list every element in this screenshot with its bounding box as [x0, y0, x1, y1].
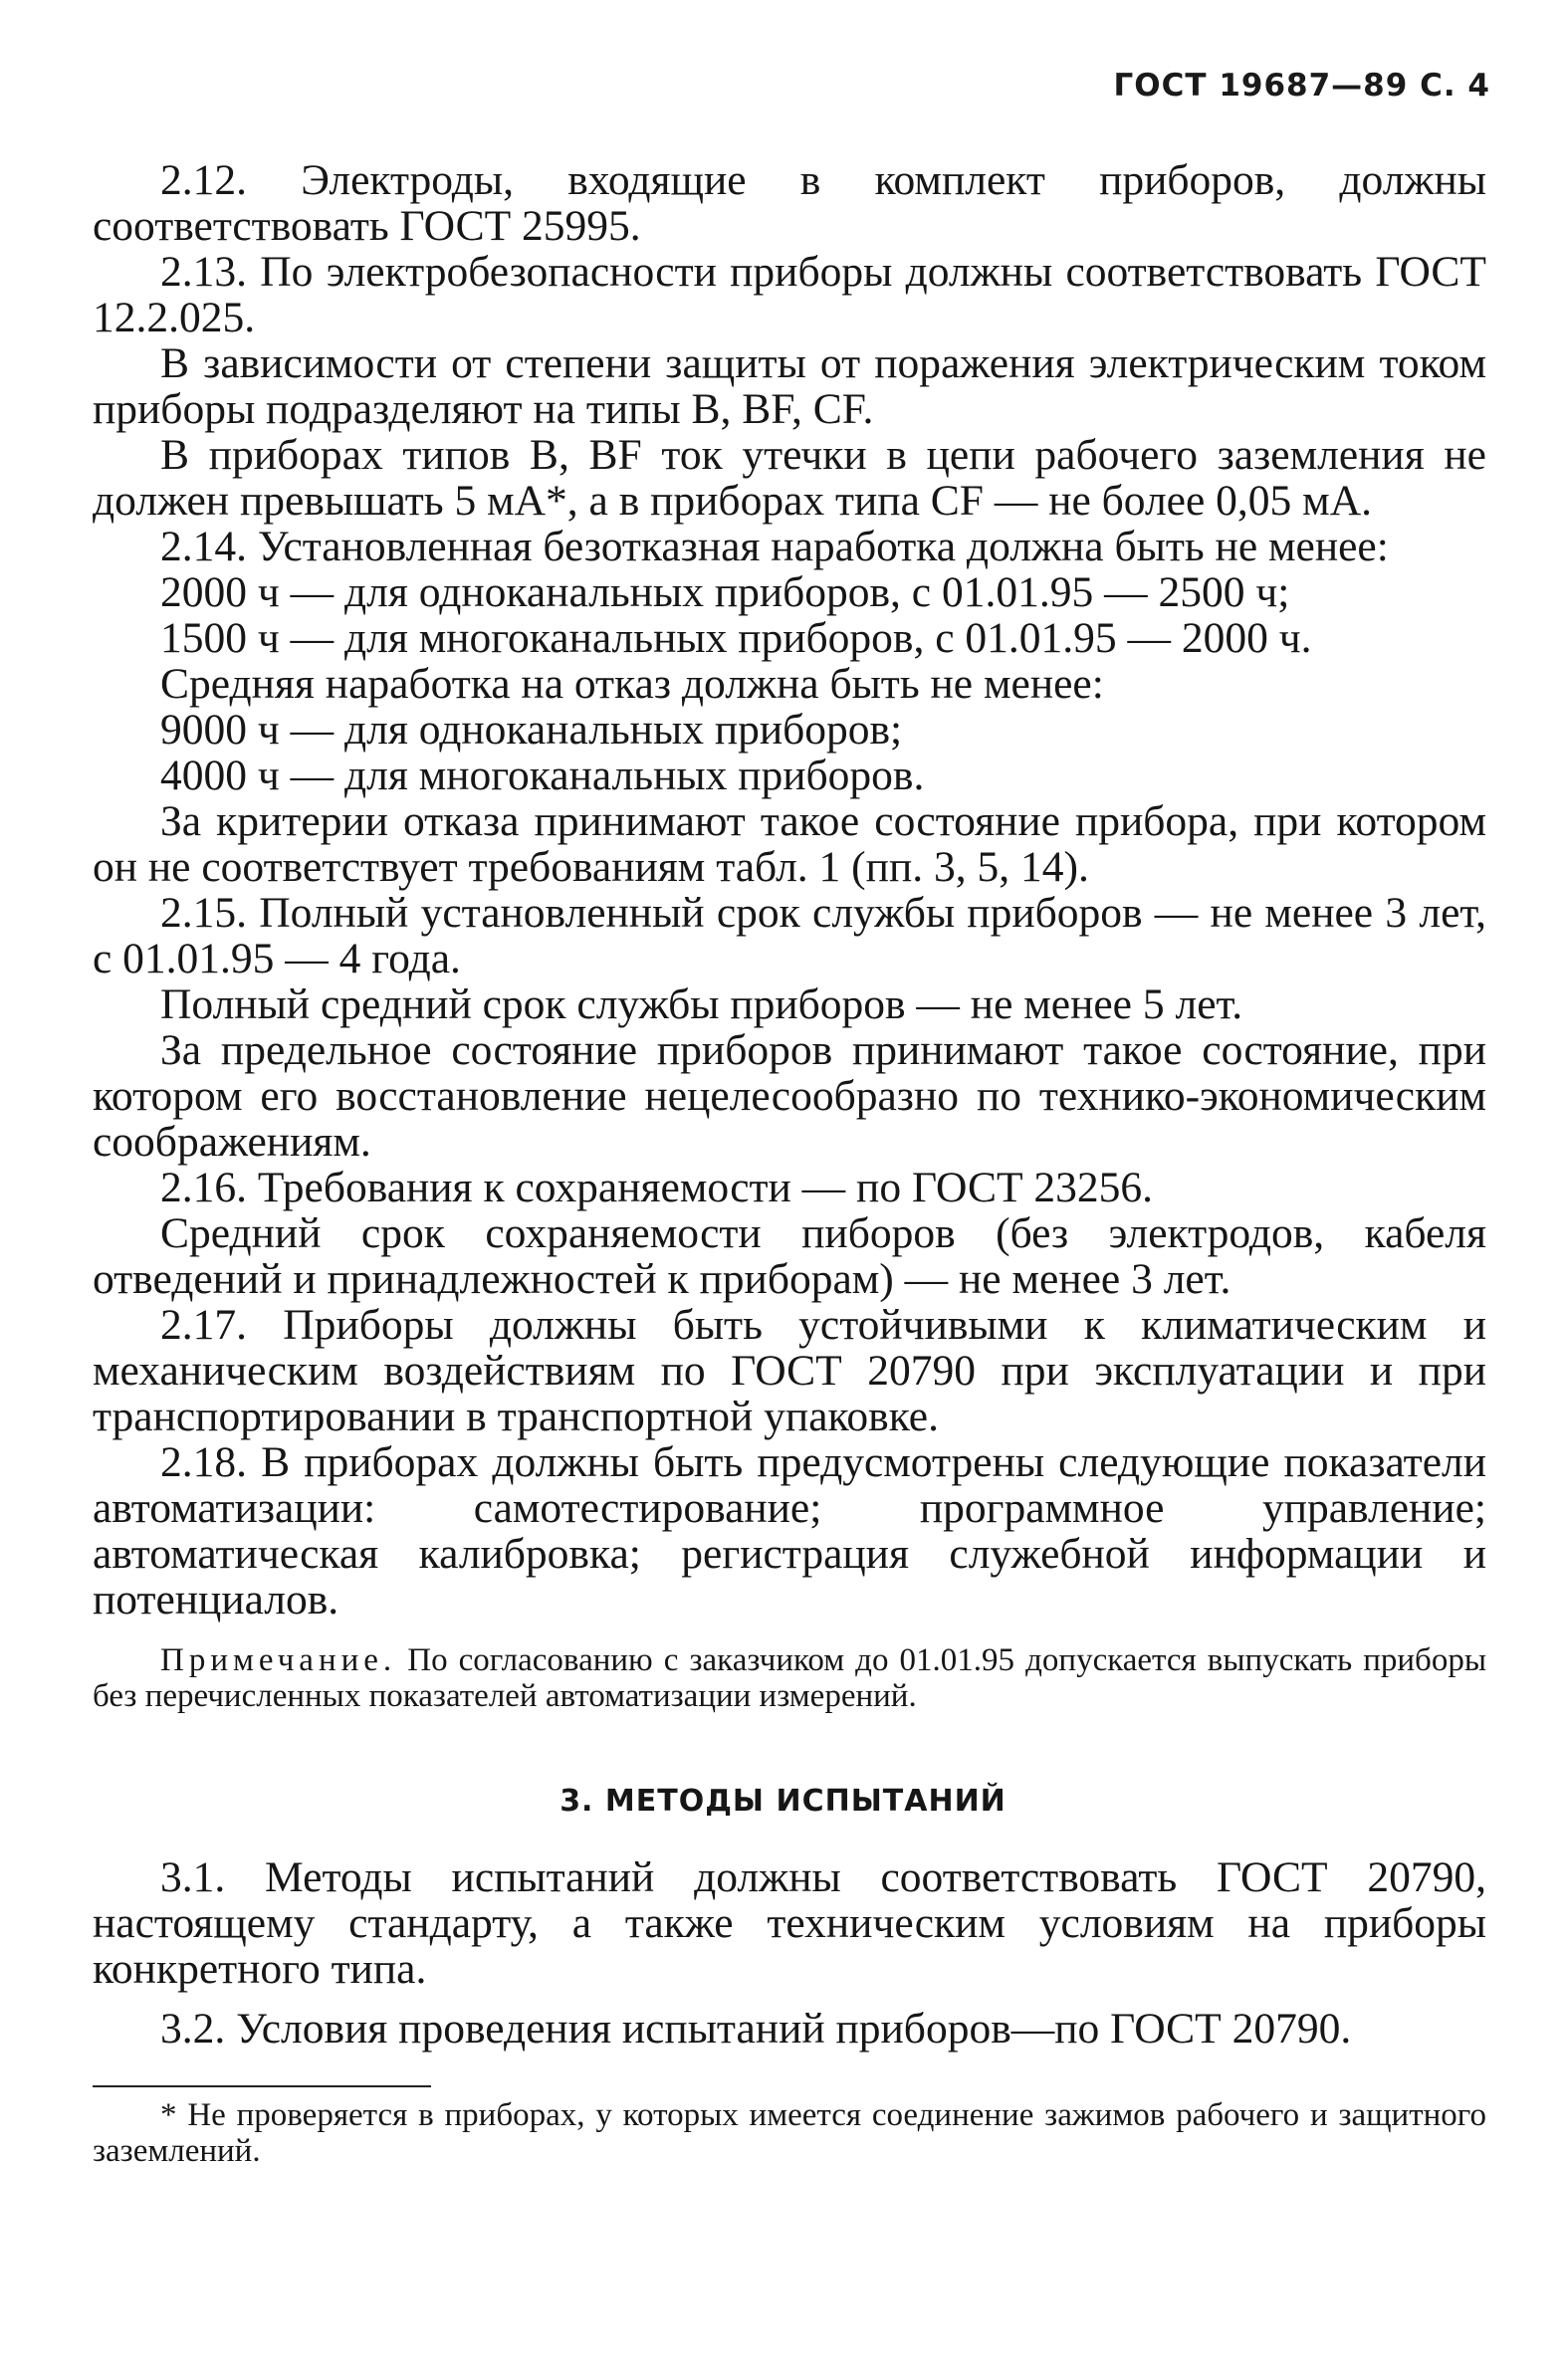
paragraph-3-1: 3.1. Методы испытаний должны соответствовать ГОСТ 20790, настоящему стандарту, а также техническим условиям на приборы конкретного типа.: [93, 1853, 1486, 1993]
section-text: [93, 1854, 1486, 2052]
paragraph-multi-channel-hours: 1500 ч — для многоканальных приборов, с 01.01.95 — 2000 ч.: [160, 614, 1312, 662]
note: [93, 1642, 1486, 1714]
paragraph-2-17: 2.17. Приборы должны быть устойчивыми к климатическим и механическим воздействиям по ГОСТ 20790 при эксплуатации и при транспортировании в транспортной упаковке.: [93, 1301, 1486, 1440]
paragraph-mtbf-intro: Средняя наработка на отказ должна быть не менее:: [160, 660, 1104, 708]
paragraph-2-13: 2.13. По электробезопасности приборы должны соответствовать ГОСТ 12.2.025.: [93, 248, 1486, 341]
paragraph-2-12: 2.12. Электроды, входящие в комплект приборов, должны соответствовать ГОСТ 25995.: [93, 156, 1486, 250]
note-text: По согласованию с заказчиком до 01.01.95 допускается выпускать приборы без перечисленных показателей автоматизации измерений.: [93, 1642, 1486, 1714]
paragraph-service-life: Полный средний срок службы приборов — не менее 5 лет.: [160, 980, 1243, 1028]
note-label: Примечание.: [160, 1642, 397, 1678]
note-paragraph: [93, 1642, 1486, 1714]
paragraph-storage-life: Средний срок сохраняемости пиборов (без электродов, кабеля отведений и принадлежностей к приборам) — не менее 3 лет.: [93, 1209, 1486, 1303]
section-title: 3. МЕТОДЫ ИСПЫТАНИЙ: [559, 1784, 1007, 1819]
paragraph-leakage-current: В приборах типов В, BF ток утечки в цепи рабочего заземления не должен превышать 5 мА*, а в приборах типа CF — не более 0,05 мА.: [93, 431, 1486, 525]
body-text: [93, 157, 1486, 1623]
paragraph-protection-types: В зависимости от степени защиты от поражения электрическим током приборы подразделяют на типы В, BF, CF.: [93, 339, 1486, 433]
paragraph-mtbf-multi: 4000 ч — для многоканальных приборов.: [160, 752, 925, 799]
footnote-text: * Не проверяется в приборах, у которых имеется соединение зажимов рабочего и защитного заземлений.: [93, 2097, 1486, 2169]
paragraph-2-14: 2.14. Установленная безотказная наработка должна быть не менее:: [160, 523, 1389, 570]
paragraph-3-2: 3.2. Условия проведения испытаний приборов—по ГОСТ 20790.: [160, 2005, 1352, 2053]
paragraph-single-channel-hours: 2000 ч — для одноканальных приборов, с 01.01.95 — 2500 ч;: [160, 568, 1290, 616]
footnote-separator: [93, 2085, 431, 2087]
paragraph-2-15: 2.15. Полный установленный срок службы приборов — не менее 3 лет, с 01.01.95 — 4 года.: [93, 889, 1486, 982]
paragraph-2-18: 2.18. В приборах должны быть предусмотрены следующие показатели автоматизации: самотестирование; программное управление; автоматическая калибровка; регистрация служебной информации и потенциалов.: [93, 1438, 1486, 1623]
paragraph-mtbf-single: 9000 ч — для одноканальных приборов;: [160, 706, 903, 754]
paragraph-limit-state: За предельное состояние приборов принимают такое состояние, при котором его восстановление нецелесообразно по технико-экономическим соображениям.: [93, 1026, 1486, 1166]
footnote: [93, 2097, 1486, 2169]
paragraph-failure-criteria: За критерии отказа принимают такое состояние прибора, при котором он не соответствует требованиям табл. 1 (пп. 3, 5, 14).: [93, 797, 1486, 891]
page-header: ГОСТ 19687—89 С. 4: [1113, 68, 1490, 104]
paragraph-2-16: 2.16. Требования к сохраняемости — по ГОСТ 23256.: [160, 1164, 1154, 1211]
